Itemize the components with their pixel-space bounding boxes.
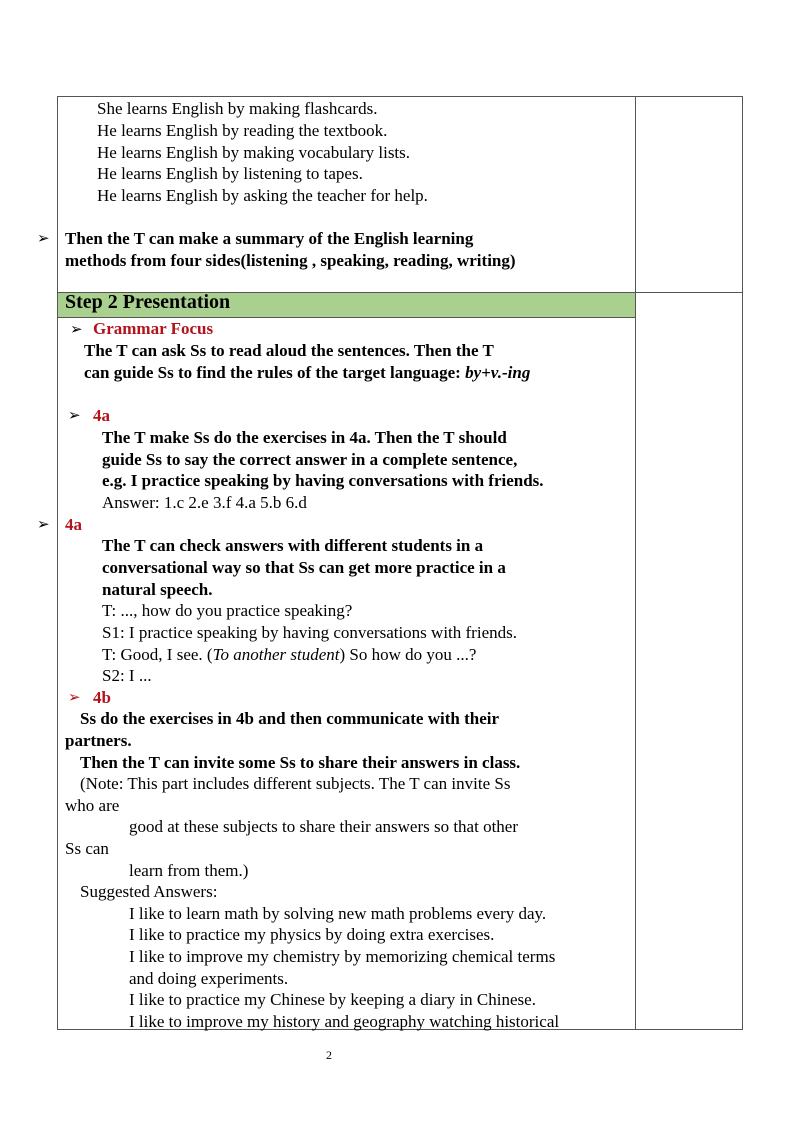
dialog-line: T: ..., how do you practice speaking? xyxy=(102,601,353,620)
exercise-4b-heading: 4b xyxy=(93,688,111,707)
example-line: He learns English by asking the teacher for help. xyxy=(97,186,428,205)
summary-line: Then the T can make a summary of the English learning xyxy=(65,229,474,248)
arrow-bullet-icon: ➢ xyxy=(70,322,83,338)
exercise-4b-line: Ss do the exercises in 4b and then communicate with their xyxy=(80,709,500,728)
arrow-bullet-icon: ➢ xyxy=(37,231,50,247)
exercise-4a-line: e.g. I practice speaking by having conversations with friends. xyxy=(102,471,544,490)
grammar-line-text: can guide Ss to find the rules of the target language: xyxy=(84,363,466,382)
dialog-line: S1: I practice speaking by having conversations with friends. xyxy=(102,623,517,642)
note-line: who are xyxy=(65,796,120,815)
page-number: 2 xyxy=(326,1048,332,1062)
example-line: He learns English by making vocabulary lists. xyxy=(97,143,411,162)
exercise-4a-check-line: conversational way so that Ss can get more practice in a xyxy=(102,558,506,577)
exercise-4a-heading: 4a xyxy=(93,406,110,425)
summary-line: methods from four sides(listening , speaking, reading, writing) xyxy=(65,251,516,270)
note-line: learn from them.) xyxy=(129,861,249,880)
step2-header-band xyxy=(58,293,635,318)
suggested-answer: I like to learn math by solving new math problems every day. xyxy=(129,904,547,923)
example-line: He learns English by reading the textbook. xyxy=(97,121,388,140)
exercise-4b-line: partners. xyxy=(65,731,132,750)
dialog-text: T: Good, I see. ( xyxy=(102,645,213,664)
arrow-bullet-icon: ➢ xyxy=(37,517,50,533)
grammar-line: The T can ask Ss to read aloud the sentences. Then the T xyxy=(84,341,494,360)
note-line: Ss can xyxy=(65,839,109,858)
grammar-rule: by+v.-ing xyxy=(465,363,531,382)
exercise-4b-line: Then the T can invite some Ss to share their answers in class. xyxy=(80,753,521,772)
dialog-line: S2: I ... xyxy=(102,666,152,685)
exercise-4a-check-line: natural speech. xyxy=(102,580,213,599)
suggested-answers-label: Suggested Answers: xyxy=(80,882,218,901)
step2-title: Step 2 Presentation xyxy=(65,291,231,313)
exercise-4a-check-heading: 4a xyxy=(65,515,82,534)
column-divider xyxy=(635,97,636,1029)
exercise-4a-answers: Answer: 1.c 2.e 3.f 4.a 5.b 6.d xyxy=(102,493,307,512)
example-line: She learns English by making flashcards. xyxy=(97,99,378,118)
arrow-bullet-icon: ➢ xyxy=(68,408,81,424)
exercise-4a-line: The T make Ss do the exercises in 4a. Then the T should xyxy=(102,428,507,447)
note-line: (Note: This part includes different subjects. The T can invite Ss xyxy=(80,774,511,793)
arrow-bullet-icon: ➢ xyxy=(68,690,81,706)
suggested-answer: I like to practice my physics by doing extra exercises. xyxy=(129,925,495,944)
grammar-line xyxy=(84,363,530,383)
suggested-answer: I like to improve my chemistry by memorizing chemical terms xyxy=(129,947,556,966)
note-line: good at these subjects to share their answers so that other xyxy=(129,817,519,836)
example-line: He learns English by listening to tapes. xyxy=(97,164,363,183)
dialog-line xyxy=(102,645,476,665)
exercise-4a-check-line: The T can check answers with different students in a xyxy=(102,536,484,555)
grammar-focus-heading: Grammar Focus xyxy=(93,319,214,338)
exercise-4a-line: guide Ss to say the correct answer in a complete sentence, xyxy=(102,450,518,469)
suggested-answer: I like to practice my Chinese by keeping a diary in Chinese. xyxy=(129,990,536,1009)
dialog-text: ) So how do you ...? xyxy=(339,645,477,664)
suggested-answer: I like to improve my history and geography watching historical xyxy=(129,1012,560,1031)
dialog-stage-direction: To another student xyxy=(212,645,340,664)
suggested-answer: and doing experiments. xyxy=(129,969,289,988)
